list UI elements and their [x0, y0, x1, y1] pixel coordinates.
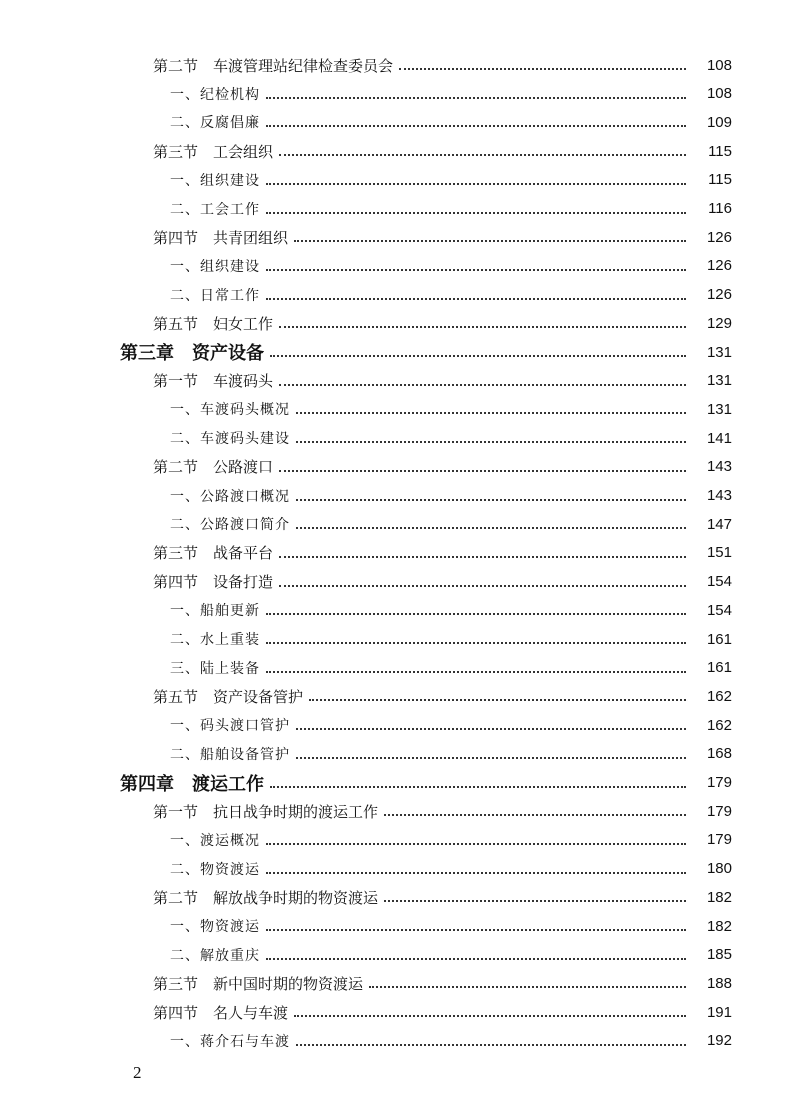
- dot-leader: [399, 68, 686, 70]
- toc-entry-title: 第四章 渡运工作: [120, 773, 264, 795]
- toc-entry-line: [170, 84, 790, 104]
- toc-entry-page: 188: [706, 974, 732, 992]
- toc-entry-chapter: [0, 338, 790, 366]
- toc-entry-line: [170, 514, 790, 534]
- toc-entry-page: 126: [706, 257, 732, 275]
- toc-entry-title: 一、物资渡运: [170, 919, 260, 935]
- toc-entry-page: 179: [706, 802, 732, 820]
- toc-entry-title: 二、工会工作: [170, 201, 260, 218]
- toc-entry-line: [153, 973, 790, 994]
- toc-entry-page: 143: [706, 487, 732, 504]
- toc-entry-line: [153, 686, 790, 707]
- dot-leader: [296, 1044, 686, 1046]
- toc-entry-line: [170, 256, 790, 276]
- toc-entry-title: 三、陆上装备: [170, 660, 260, 677]
- toc-entry-sub: [0, 510, 790, 538]
- toc-entry-title: 第四节 名人与车渡: [153, 1003, 289, 1022]
- toc-entry-sub: [0, 395, 790, 423]
- toc-entry-line: [170, 916, 790, 936]
- toc-entry-section: [0, 568, 790, 596]
- toc-entry-page: 141: [706, 429, 732, 447]
- toc-entry-section: [0, 137, 790, 165]
- toc-entry-page: 147: [706, 515, 732, 533]
- toc-entry-title: 第三节 工会组织: [153, 142, 274, 161]
- toc-entry-page: 115: [708, 171, 732, 189]
- toc-entry-title: 第五节 资产设备管护: [153, 687, 304, 706]
- toc-entry-sub: [0, 166, 790, 194]
- toc-entry-sub: [0, 625, 790, 653]
- toc-entry-sub: [0, 424, 790, 452]
- dot-leader: [266, 671, 686, 673]
- toc-entry-title: 一、渡运概况: [170, 832, 260, 849]
- toc-entry-sub: [0, 252, 790, 280]
- toc-entry-sub: [0, 482, 790, 510]
- toc-entry-title: 第二节 车渡管理站纪律检查委员会: [153, 56, 394, 75]
- toc-entry-line: [170, 744, 790, 764]
- dot-leader: [266, 843, 686, 845]
- toc-entry-page: 131: [706, 372, 732, 390]
- toc-entry-page: 162: [706, 687, 732, 705]
- dot-leader: [279, 154, 686, 156]
- dot-leader: [270, 786, 686, 788]
- toc-entry-sub: [0, 912, 790, 940]
- toc-entry-page: 154: [706, 573, 732, 591]
- toc-entry-section: [0, 682, 790, 710]
- dot-leader: [266, 97, 686, 99]
- toc-entry-line: [153, 542, 790, 563]
- toc-entry-page: 154: [706, 601, 732, 619]
- dot-leader: [266, 613, 686, 615]
- toc-entry-page: 129: [706, 314, 732, 332]
- toc-entry-title: 第五节 妇女工作: [153, 314, 274, 333]
- dot-leader: [266, 929, 686, 931]
- toc-entry-page: 182: [706, 888, 732, 906]
- toc-entry-title: 二、物资渡运: [170, 861, 260, 878]
- toc-entry-title: 第三节 新中国时期的物资渡运: [153, 974, 364, 993]
- toc-entry-line: [153, 456, 790, 477]
- toc-entry-line: [120, 770, 790, 796]
- toc-entry-sub: [0, 711, 790, 739]
- toc-entry-page: 161: [706, 659, 732, 677]
- dot-leader: [296, 757, 686, 759]
- toc-entry-line: [153, 141, 790, 162]
- toc-entry-title: 二、解放重庆: [170, 947, 260, 964]
- toc-entry-title: 二、车渡码头建设: [170, 431, 290, 448]
- dot-leader: [294, 240, 686, 242]
- toc-entry-sub: [0, 654, 790, 682]
- toc-entry-line: [170, 859, 790, 879]
- toc-entry-line: [170, 715, 790, 735]
- toc-entry-line: [170, 285, 790, 305]
- toc-entry-line: [153, 227, 790, 248]
- dot-leader: [266, 125, 686, 127]
- toc-entry-line: [153, 887, 790, 908]
- toc-entry-title: 二、公路渡口简介: [170, 517, 290, 534]
- toc-entry-title: 第一节 抗日战争时期的渡运工作: [153, 802, 379, 821]
- toc-entry-section: [0, 223, 790, 251]
- toc-entry-title: 一、纪检机构: [170, 86, 260, 103]
- toc-entry-page: 126: [706, 286, 732, 304]
- toc-entry-section: [0, 453, 790, 481]
- dot-leader: [296, 441, 686, 443]
- toc-entry-title: 二、反腐倡廉: [170, 115, 260, 132]
- dot-leader: [270, 355, 686, 357]
- toc-entry-title: 第四节 共青团组织: [153, 228, 289, 247]
- toc-entry-section: [0, 883, 790, 911]
- dot-leader: [296, 499, 686, 501]
- toc-entry-line: [170, 428, 790, 448]
- toc-entry-page: 131: [706, 400, 732, 418]
- dot-leader: [296, 412, 686, 414]
- toc-entry-sub: [0, 80, 790, 108]
- toc-entry-page: 182: [706, 917, 732, 935]
- toc-entry-section: [0, 367, 790, 395]
- toc-entry-page: 131: [706, 343, 732, 361]
- dot-leader: [294, 1015, 686, 1017]
- toc-entry-title: 一、公路渡口概况: [170, 488, 290, 505]
- toc-entry-title: 第三节 战备平台: [153, 544, 274, 563]
- toc-entry-sub: [0, 855, 790, 883]
- toc-entry-page: 126: [706, 228, 732, 246]
- dot-leader: [266, 298, 686, 300]
- dot-leader: [384, 900, 686, 902]
- toc-entry-section: [0, 969, 790, 997]
- toc-entry-title: 第一节 车渡码头: [153, 372, 274, 391]
- toc-entry-page: 180: [706, 860, 732, 878]
- toc-entry-section: [0, 309, 790, 337]
- dot-leader: [279, 384, 686, 386]
- toc-entry-title: 第三章 资产设备: [120, 343, 264, 364]
- toc-entry-page: 108: [706, 85, 732, 103]
- dot-leader: [266, 183, 686, 185]
- toc-entry-line: [153, 801, 790, 822]
- toc-entry-page: 108: [706, 56, 732, 74]
- dot-leader: [279, 470, 686, 472]
- toc-entry-line: [153, 370, 790, 391]
- dot-leader: [296, 527, 686, 529]
- toc-entry-title: 一、蒋介石与车渡: [170, 1033, 290, 1050]
- toc-entry-section: [0, 998, 790, 1026]
- toc-entry-line: [170, 830, 790, 850]
- toc-entry-page: 191: [706, 1003, 732, 1021]
- toc-entry-line: [170, 600, 790, 620]
- toc-entry-line: [170, 1031, 790, 1051]
- toc-entry-page: 115: [708, 142, 732, 160]
- toc-entry-title: 第四节 设备打造: [153, 573, 274, 592]
- toc-entry-line: [153, 1002, 790, 1023]
- dot-leader: [266, 872, 686, 874]
- dot-leader: [279, 556, 686, 558]
- toc-entry-title: 二、水上重装: [170, 632, 260, 648]
- toc-entry-title: 二、船舶设备管护: [170, 746, 290, 763]
- toc-entry-page: 109: [706, 113, 732, 131]
- toc-entry-page: 116: [708, 200, 732, 217]
- dot-leader: [279, 585, 686, 587]
- toc-entry-page: 168: [706, 745, 732, 763]
- toc-entry-line: [153, 55, 790, 76]
- toc-entry-line: [170, 199, 790, 219]
- toc-entry-chapter: [0, 769, 790, 797]
- dot-leader: [266, 958, 686, 960]
- toc-entry-title: 第二节 公路渡口: [153, 458, 274, 477]
- dot-leader: [384, 814, 686, 816]
- toc-entry-title: 一、船舶更新: [170, 603, 260, 620]
- toc-entry-line: [120, 339, 790, 365]
- toc-entry-page: 179: [706, 774, 732, 791]
- toc-entry-line: [170, 486, 790, 506]
- toc-entry-sub: [0, 596, 790, 624]
- toc-entry-title: 一、组织建设: [170, 258, 260, 275]
- dot-leader: [296, 728, 686, 730]
- dot-leader: [266, 269, 686, 271]
- toc-entry-line: [170, 629, 790, 649]
- toc-entry-page: 151: [706, 544, 732, 562]
- toc-entry-title: 一、车渡码头概况: [170, 402, 290, 419]
- toc-entry-page: 179: [706, 831, 732, 849]
- dot-leader: [309, 699, 686, 701]
- dot-leader: [266, 642, 686, 644]
- toc-entry-page: 192: [706, 1032, 732, 1050]
- toc-entry-page: 185: [706, 946, 732, 964]
- toc-entry-section: [0, 51, 790, 79]
- toc-entry-line: [170, 170, 790, 190]
- toc-entry-sub: [0, 941, 790, 969]
- toc-entry-title: 第二节 解放战争时期的物资渡运: [153, 888, 379, 907]
- toc-entry-sub: [0, 1027, 790, 1055]
- toc-entry-line: [170, 945, 790, 965]
- toc-entry-sub: [0, 108, 790, 136]
- toc-entry-line: [170, 399, 790, 419]
- toc-entry-page: 161: [706, 630, 732, 648]
- page-number: 2: [133, 1063, 142, 1082]
- toc-entry-title: 一、码头渡口管护: [170, 718, 290, 735]
- toc-entry-line: [153, 313, 790, 334]
- toc-entry-section: [0, 797, 790, 825]
- dot-leader: [369, 986, 686, 988]
- toc-entry-title: 二、日常工作: [170, 287, 260, 304]
- toc-entry-sub: [0, 281, 790, 309]
- toc-entry-line: [153, 571, 790, 592]
- toc-entry-sub: [0, 740, 790, 768]
- toc-entry-sub: [0, 195, 790, 223]
- dot-leader: [266, 212, 686, 214]
- toc-entry-line: [170, 658, 790, 678]
- toc-entry-sub: [0, 826, 790, 854]
- dot-leader: [279, 326, 686, 328]
- toc-entry-line: [170, 112, 790, 132]
- toc-entry-title: 一、组织建设: [170, 172, 260, 189]
- toc-entry-section: [0, 539, 790, 567]
- toc-entry-page: 143: [706, 458, 732, 476]
- toc-entry-page: 162: [706, 716, 732, 734]
